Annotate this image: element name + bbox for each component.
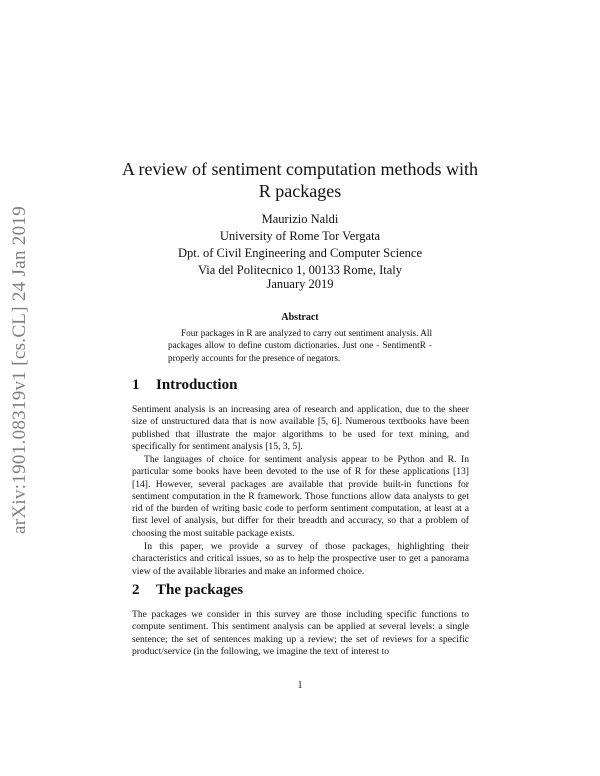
paragraph-packages-1: The packages we consider in this survey are those including specific functions to compute sentiment. This sentiment analysis can be applied at several levels: a single sentence; the set of sentences making up a review; the set of reviews for a specific product/service (in the following, we imagine the text of interest to	[132, 609, 469, 657]
section-heading-introduction	[132, 377, 237, 394]
section-title: Introduction	[156, 377, 238, 393]
page-number: 1	[297, 680, 303, 691]
section-heading-packages	[132, 582, 243, 599]
abstract-text: Four packages in R are analyzed to carry out sentiment analysis. All packages allow to define custom dictionaries. Just one - SentimentR - properly accounts for the presence of negators.	[168, 328, 432, 363]
paragraph-introduction-3: In this paper, we provide a survey of those packages, highlighting their characteristics and critical issues, so as to help the prospective user to get a panorama view of the available libraries and make an informed choice.	[132, 541, 469, 577]
paragraph-introduction-1: Sentiment analysis is an increasing area of research and application, due to the sheer size of unstructured data that is now available [5, 6]. Numerous textbooks have been published that illustrate the major algorithms to be used for text mining, and specifically for sentiment analysis [15, 3, 5].	[132, 404, 469, 452]
author-address: Via del Politecnico 1, 00133 Rome, Italy	[197, 263, 403, 277]
author-affiliation-university: University of Rome Tor Vergata	[219, 229, 381, 243]
author-block	[150, 211, 450, 279]
section-number: 2	[132, 582, 140, 598]
section-title: The packages	[156, 582, 244, 598]
paper-date: January 2019	[266, 277, 334, 291]
arxiv-identifier-stamp	[5, 190, 35, 550]
abstract-heading: Abstract	[281, 312, 319, 323]
paper-title: A review of sentiment computation methods with R packages	[122, 159, 478, 201]
arxiv-identifier-text: arXiv:1901.08319v1 [cs.CL] 24 Jan 2019	[9, 205, 30, 535]
paragraph-introduction-2: The languages of choice for sentiment analysis appear to be Python and R. In particular some books have been devoted to the use of R for these applications [13] [14]. However, several packages are available that provide built-in functions for sentiment computation in the R framework. Those functions allow data analysts to get rid of the burden of writing basic code to perform sentiment computation, at least at a first level of analysis, but differ for their breadth and accuracy, so that a problem of choosing the most suitable package exists.	[132, 454, 469, 539]
author-name: Maurizio Naldi	[261, 212, 339, 226]
section-number: 1	[132, 377, 140, 393]
author-affiliation-department: Dpt. of Civil Engineering and Computer Science	[177, 246, 423, 260]
